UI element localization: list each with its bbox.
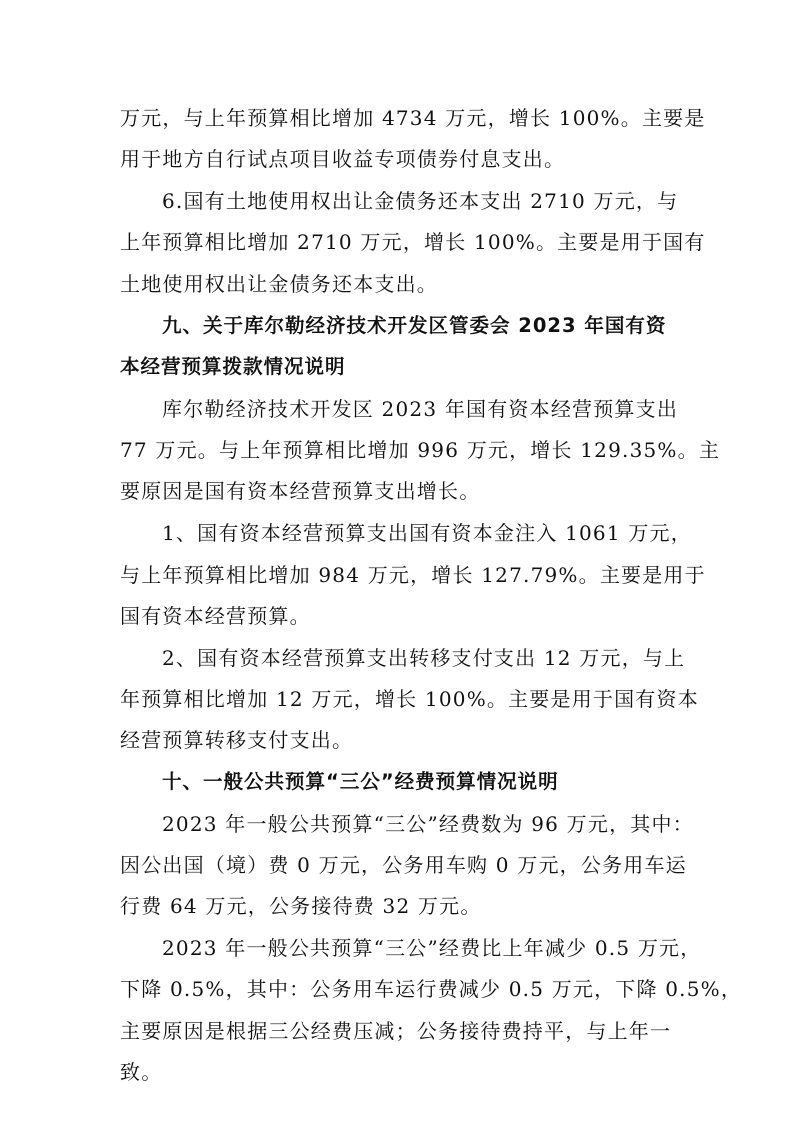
paragraph-line: 上年预算相比增加 2710 万元，增长 100%。主要是用于国有 [120, 230, 706, 254]
paragraph-line: 国有资本经营预算。 [120, 604, 311, 628]
paragraph-line: 库尔勒经济技术开发区 2023 年国有资本经营预算支出 [162, 397, 679, 421]
paragraph-line: 2、国有资本经营预算支出转移支付支出 12 万元，与上 [162, 646, 686, 670]
section-heading: 本经营预算拨款情况说明 [120, 355, 346, 378]
paragraph-line: 主要原因是根据三公经费压减；公务接待费持平，与上年一 [120, 1019, 672, 1043]
paragraph-line: 要原因是国有资本经营预算支出增长。 [120, 479, 481, 503]
paragraph-line: 因公出国（境）费 0 万元，公务用车购 0 万元，公务用车运 [120, 853, 687, 877]
paragraph-line: 77 万元。与上年预算相比增加 996 万元，增长 129.35%。主 [120, 438, 721, 462]
paragraph-line: 1、国有资本经营预算支出国有资本金注入 1061 万元， [162, 521, 692, 545]
paragraph-line: 6.国有土地使用权出让金债务还本支出 2710 万元，与 [162, 189, 679, 213]
section-heading: 十、一般公共预算“三公”经费预算情况说明 [162, 770, 559, 793]
paragraph-line: 下降 0.5%，其中：公务用车运行费减少 0.5 万元，下降 0.5%， [120, 977, 743, 1001]
paragraph-line: 2023 年一般公共预算“三公”经费数为 96 万元，其中： [162, 812, 694, 836]
section-heading: 九、关于库尔勒经济技术开发区管委会 2023 年国有资 [162, 314, 667, 337]
paragraph-line: 2023 年一般公共预算“三公”经费比上年减少 0.5 万元， [162, 936, 702, 960]
paragraph-line: 用于地方自行试点项目收益专项债券付息支出。 [120, 147, 566, 171]
paragraph-line: 土地使用权出让金债务还本支出。 [120, 272, 438, 296]
paragraph-line: 与上年预算相比增加 984 万元，增长 127.79%。主要是用于 [120, 563, 706, 587]
paragraph-line: 万元，与上年预算相比增加 4734 万元，增长 100%。主要是 [120, 106, 706, 130]
paragraph-line: 年预算相比增加 12 万元，增长 100%。主要是用于国有资本 [120, 687, 699, 711]
paragraph-line: 致。 [120, 1060, 163, 1084]
paragraph-line: 经营预算转移支付支出。 [120, 728, 354, 752]
paragraph-line: 行费 64 万元，公务接待费 32 万元。 [120, 894, 482, 918]
